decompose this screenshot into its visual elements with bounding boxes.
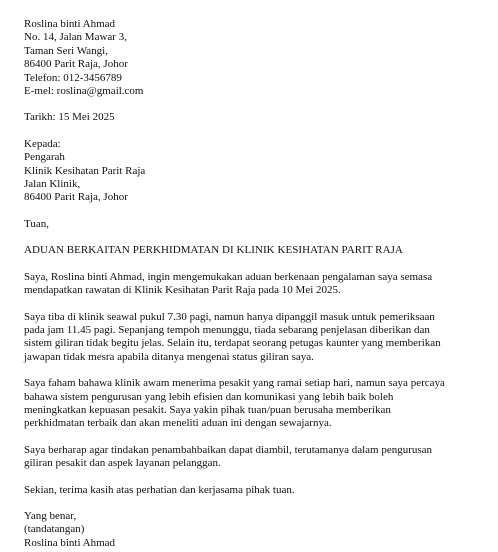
letter-page: [24, 18, 484, 550]
paragraph-line: Saya, Roslina binti Ahmad, ingin mengemukakan aduan berkenaan pengalaman saya semasa: [24, 270, 433, 283]
sender-street: No. 14, Jalan Mawar 3,: [24, 31, 127, 44]
letter-closing: [24, 510, 484, 550]
closing-phrase: Yang benar,: [24, 509, 77, 522]
recipient-address: [24, 138, 484, 205]
paragraph-5: [24, 484, 484, 497]
paragraph-line: jawapan tidak mesra apabila ditanya mengenai status giliran saya.: [24, 350, 314, 363]
sender-area: Taman Seri Wangi,: [24, 44, 108, 57]
sender-email: E-mel: roslina@gmail.com: [24, 85, 144, 98]
recipient-organisation: Klinik Kesihatan Parit Raja: [24, 164, 146, 177]
paragraph-line: perkhidmatan terbaik dan akan meneliti aduan ini dengan sewajarnya.: [24, 417, 332, 430]
paragraph-1: [24, 271, 484, 298]
subject-text: ADUAN BERKAITAN PERKHIDMATAN DI KLINIK KESIHATAN PARIT RAJA: [24, 244, 403, 257]
paragraph-line: Saya berharap agar tindakan penambahbaikan dapat diambil, terutamanya dalam pengurusan: [24, 443, 433, 456]
sender-address: [24, 18, 484, 98]
paragraph-line: mendapatkan rawatan di Klinik Kesihatan Parit Raja pada 10 Mei 2025.: [24, 284, 341, 297]
paragraph-line: meningkatkan kepuasan pesakit. Saya yakin pihak tuan/puan berusaha memberikan: [24, 403, 391, 416]
sender-phone: Telefon: 012-3456789: [24, 71, 122, 84]
paragraph-line: pada jam 11.45 pagi. Sepanjang tempoh menunggu, tiada sebarang penjelasan diberikan dan: [24, 323, 430, 336]
paragraph-line: Sekian, terima kasih atas perhatian dan kerjasama pihak tuan.: [24, 483, 295, 496]
recipient-title: Pengarah: [24, 151, 65, 164]
recipient-street: Jalan Klinik,: [24, 178, 81, 191]
date-text: Tarikh: 15 Mei 2025: [24, 111, 115, 124]
paragraph-line: bahawa sistem pengurusan yang lebih efisien dan komunikasi yang lebih baik boleh: [24, 390, 394, 403]
salutation-text: Tuan,: [24, 217, 49, 230]
recipient-label: Kepada:: [24, 137, 61, 150]
sender-name: Roslina binti Ahmad: [24, 18, 116, 30]
paragraph-line: Saya faham bahawa klinik awam menerima pesakit yang ramai setiap hari, namun saya percaya: [24, 377, 445, 390]
salutation: [24, 218, 484, 231]
recipient-postcode: 86400 Parit Raja, Johor: [24, 191, 128, 204]
signatory-name: Roslina binti Ahmad: [24, 536, 116, 549]
signature-placeholder: (tandatangan): [24, 523, 85, 536]
letter-date: [24, 111, 484, 124]
paragraph-3: [24, 377, 484, 431]
paragraph-line: Saya tiba di klinik seawal pukul 7.30 pagi, namun hanya dipanggil masuk untuk pemeriksaan: [24, 310, 435, 323]
letter-subject: [24, 244, 484, 257]
paragraph-4: [24, 444, 484, 471]
paragraph-line: sistem giliran tidak begitu jelas. Selain itu, terdapat seorang petugas kaunter yang memberikan: [24, 337, 441, 350]
paragraph-2: [24, 311, 484, 365]
sender-postcode: 86400 Parit Raja, Johor: [24, 58, 128, 71]
paragraph-line: giliran pesakit dan aspek layanan pelanggan.: [24, 457, 221, 470]
